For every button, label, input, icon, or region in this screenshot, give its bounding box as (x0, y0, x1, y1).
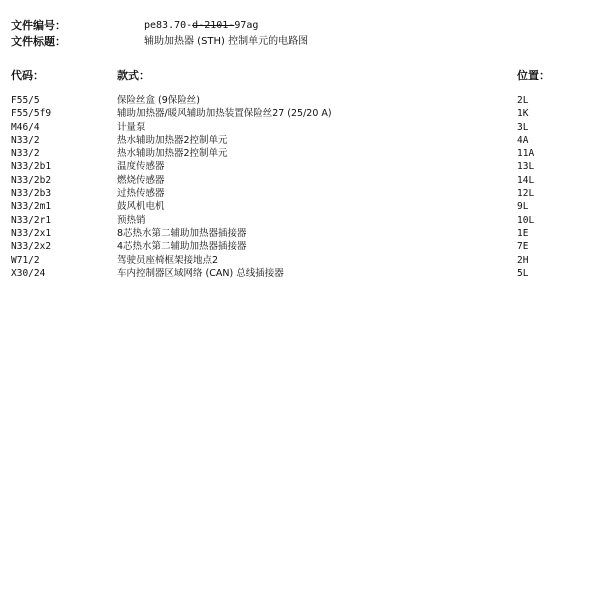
row-code: N33/2b1 (11, 161, 52, 173)
row-description: 辅助加热器/暖风辅助加热装置保险丝27 (25/20 A) (117, 108, 332, 120)
row-position: 14L (517, 174, 535, 186)
table-row (11, 147, 591, 160)
row-position: 12L (517, 188, 535, 200)
doc-number-value-pre: pe83.70- (144, 20, 193, 31)
row-description: 预热销 (117, 214, 146, 226)
row-description: 鼓风机电机 (117, 201, 165, 213)
row-code: X30/24 (11, 267, 46, 279)
row-position: 1K (517, 108, 529, 120)
header-position: 位置： (517, 69, 550, 82)
table-row (11, 240, 591, 253)
row-position: 13L (517, 161, 535, 173)
row-description: 热水辅助加热器2控制单元 (117, 148, 228, 160)
doc-title-label: 文件标题： (11, 35, 66, 48)
row-code: N33/2x2 (11, 241, 52, 253)
table-row (11, 107, 591, 120)
table-row (11, 254, 591, 267)
row-code: N33/2r1 (11, 214, 52, 226)
doc-title-value: 辅助加热器 (STH) 控制单元的电路图 (144, 36, 309, 47)
row-position: 2H (517, 254, 529, 266)
table-row (11, 134, 591, 147)
doc-number-row (11, 19, 591, 33)
doc-number-value (144, 19, 258, 33)
row-code: N33/2b2 (11, 174, 52, 186)
row-description: 车内控制器区域网络 (CAN) 总线插接器 (117, 267, 284, 279)
row-position: 3L (517, 121, 529, 133)
component-table (11, 94, 591, 280)
row-code: N33/2m1 (11, 201, 52, 213)
row-description: 过热传感器 (117, 188, 165, 200)
row-code: N33/2 (11, 148, 40, 160)
table-row (11, 187, 591, 200)
table-row (11, 160, 591, 173)
row-description: 燃烧传感器 (117, 174, 165, 186)
header-code: 代码： (11, 69, 44, 82)
doc-number-label: 文件编号： (11, 19, 66, 32)
table-row (11, 200, 591, 213)
row-code: N33/2x1 (11, 227, 52, 239)
table-row (11, 94, 591, 107)
row-position: 11A (517, 148, 535, 160)
row-description: 8芯热水第二辅助加热器插接器 (117, 227, 247, 239)
row-description: 保险丝盒 (9保险丝) (117, 95, 200, 106)
table-row (11, 227, 591, 240)
row-code: N33/2b3 (11, 188, 52, 200)
row-position: 9L (517, 201, 529, 213)
header-description: 款式： (117, 69, 150, 82)
row-description: 驾驶员座椅框架接地点2 (117, 254, 219, 266)
row-description: 热水辅助加热器2控制单元 (117, 134, 228, 146)
doc-number-value-post: 97ag (234, 20, 259, 31)
row-position: 2L (517, 95, 529, 106)
row-description: 计量泵 (117, 121, 146, 133)
row-position: 5L (517, 267, 529, 279)
table-row (11, 121, 591, 134)
row-code: W71/2 (11, 254, 40, 266)
row-description: 4芯热水第二辅助加热器插接器 (117, 241, 247, 253)
row-position: 7E (517, 241, 529, 253)
table-row (11, 174, 591, 187)
row-code: M46/4 (11, 121, 40, 133)
row-code: F55/5f9 (11, 108, 52, 120)
row-position: 1E (517, 227, 529, 239)
row-description: 温度传感器 (117, 161, 165, 173)
table-header (11, 69, 591, 83)
row-code: N33/2 (11, 134, 40, 146)
row-position: 10L (517, 214, 535, 226)
row-code: F55/5 (11, 95, 40, 106)
row-position: 4A (517, 134, 529, 146)
doc-number-value-strike: d-2101- (192, 20, 235, 31)
table-row (11, 267, 591, 280)
table-row (11, 214, 591, 227)
doc-title-row (11, 35, 591, 49)
